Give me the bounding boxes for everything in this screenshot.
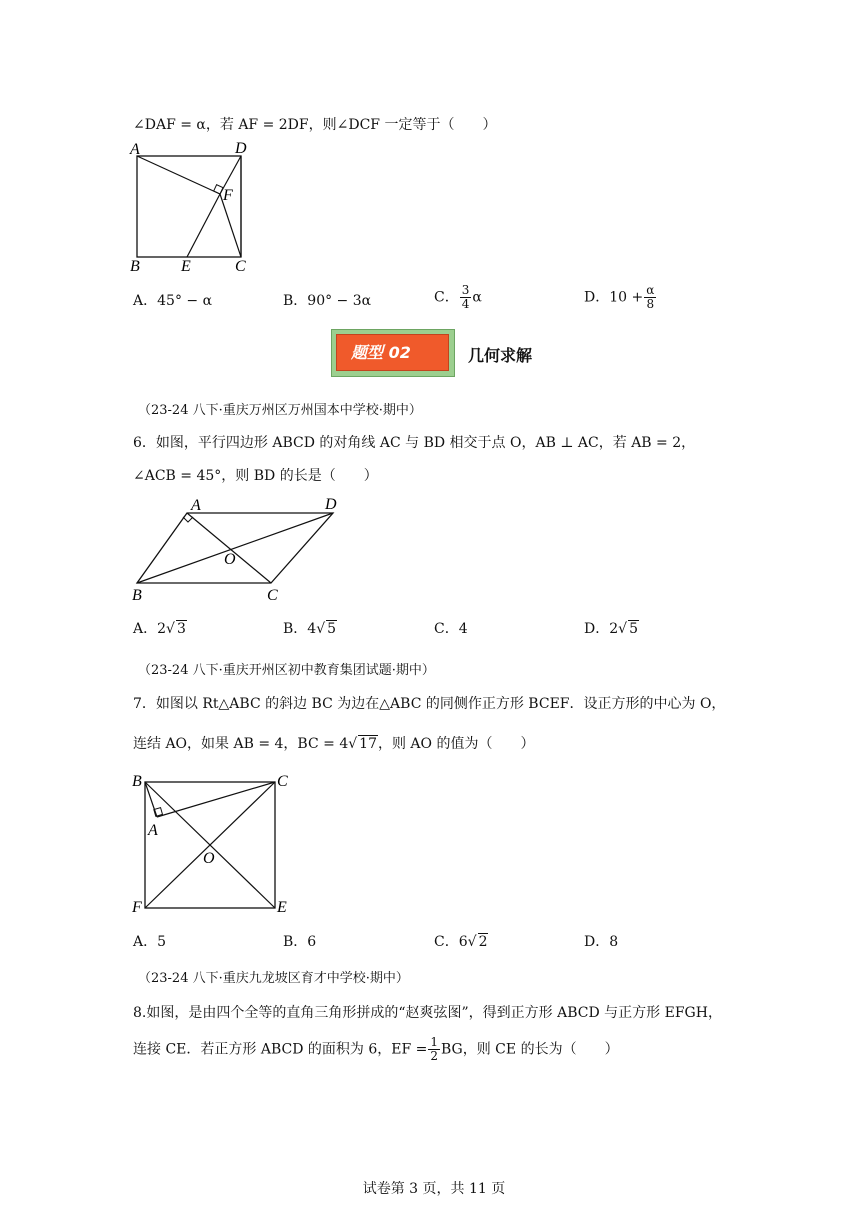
- section-badge-text: 题型 02: [336, 334, 449, 371]
- q6-diagonal-bd: [137, 513, 333, 583]
- q5-option-c-fraction: $\frac{3}{4}$: [461, 283, 470, 311]
- q7-label-c: C: [277, 773, 288, 790]
- q6-label-b: B: [132, 587, 142, 604]
- q6-option-a[interactable]: A．2√ 3: [133, 621, 186, 637]
- q7-option-a[interactable]: A．5: [133, 934, 167, 950]
- q7-question-line1: 7．如图以 Rt△ABC 的斜边 BC 为边在△ABC 的同侧作正方形 BCEF．设正方形的中心为 O，: [133, 696, 726, 712]
- q7-source: （23-24 八下·重庆开州区初中教育集团试题·期中）: [138, 663, 435, 678]
- page-footer: 试卷第 3 页，共 11 页: [362, 1181, 506, 1197]
- q5-text: [133, 114, 496, 134]
- q5-label-b: B: [130, 258, 140, 275]
- q5-label-f: F: [223, 187, 233, 204]
- q6-label-c: C: [267, 587, 278, 604]
- q5-option-a[interactable]: A．45° − α: [133, 293, 213, 309]
- q7-option-d[interactable]: D．8: [584, 934, 619, 950]
- q6-option-d[interactable]: D．2√ 5: [584, 621, 638, 637]
- q7-options: [133, 931, 693, 955]
- q5-label-a: A: [130, 141, 140, 158]
- q8-question-line1: 8.如图，是由四个全等的直角三角形拼成的“赵爽弦图”，得到正方形 ABCD 与正方形 EFGH，: [133, 1005, 722, 1021]
- q5-segment-ef: [187, 194, 220, 257]
- q7-label-f: F: [132, 899, 142, 916]
- q6-option-c[interactable]: C．4: [434, 621, 468, 637]
- q6-diagonal-ac: [187, 513, 271, 583]
- q7-option-b[interactable]: B．6: [283, 934, 317, 950]
- q6-label-a: A: [191, 497, 201, 514]
- q5-label-c: C: [235, 258, 246, 275]
- q5-label-d: D: [235, 140, 247, 157]
- q5-segment-af: [137, 156, 220, 194]
- q7-figure: [125, 768, 300, 920]
- q7-label-e: E: [277, 899, 287, 916]
- q6-options: [133, 618, 693, 642]
- q6-option-b[interactable]: B．4√ 5: [283, 621, 337, 637]
- section-title: 几何求解: [468, 346, 533, 365]
- q6-label-d: D: [325, 496, 337, 513]
- q8-question-line2: 连接 CE．若正方形 ABCD 的面积为 6，EF = $\frac{1}{2}$ BG，则 CE 的长为（ ）: [133, 1035, 619, 1063]
- q5-option-b[interactable]: B．90° − 3α: [283, 293, 372, 309]
- q8-source: （23-24 八下·重庆九龙坡区育才中学校·期中）: [138, 971, 409, 986]
- q5-question-text: ∠DAF = α，若 AF = 2DF，则∠DCF 一定等于（ ）: [133, 117, 497, 133]
- q7-question-line2: 连结 AO，如果 AB = 4，BC = 4√ 17，则 AO 的值为（ ）: [133, 736, 535, 752]
- q5-square: [137, 156, 241, 257]
- q5-option-c[interactable]: C． $\frac{3}{4}$ α: [434, 283, 482, 311]
- q6-right-angle-mark: [183, 517, 193, 522]
- q5-options: [133, 283, 693, 311]
- q7-label-o: O: [203, 850, 215, 867]
- q7-label-a: A: [148, 822, 158, 839]
- q6-source: （23-24 八下·重庆万州区万州国本中学校·期中）: [138, 403, 422, 418]
- q6-question-line1: 6．如图，平行四边形 ABCD 的对角线 AC 与 BD 相交于点 O，AB ⊥ AC，若 AB = 2，: [133, 435, 696, 451]
- q5-label-e: E: [181, 258, 191, 275]
- q6-question-line2: ∠ACB = 45°，则 BD 的长是（ ）: [133, 468, 378, 484]
- q6-figure: [125, 490, 355, 605]
- section-badge: [331, 329, 455, 377]
- q7-option-c[interactable]: C．6√ 2: [434, 934, 488, 950]
- q5-figure: [125, 138, 265, 278]
- q5-option-d[interactable]: D．10 + $\frac{\alpha}{8}$: [584, 283, 655, 311]
- q7-label-b: B: [132, 773, 142, 790]
- q5-option-d-fraction: $\frac{\alpha}{8}$: [646, 283, 655, 311]
- q8-fraction: $\frac{1}{2}$: [430, 1035, 438, 1063]
- q6-label-o: O: [224, 551, 236, 568]
